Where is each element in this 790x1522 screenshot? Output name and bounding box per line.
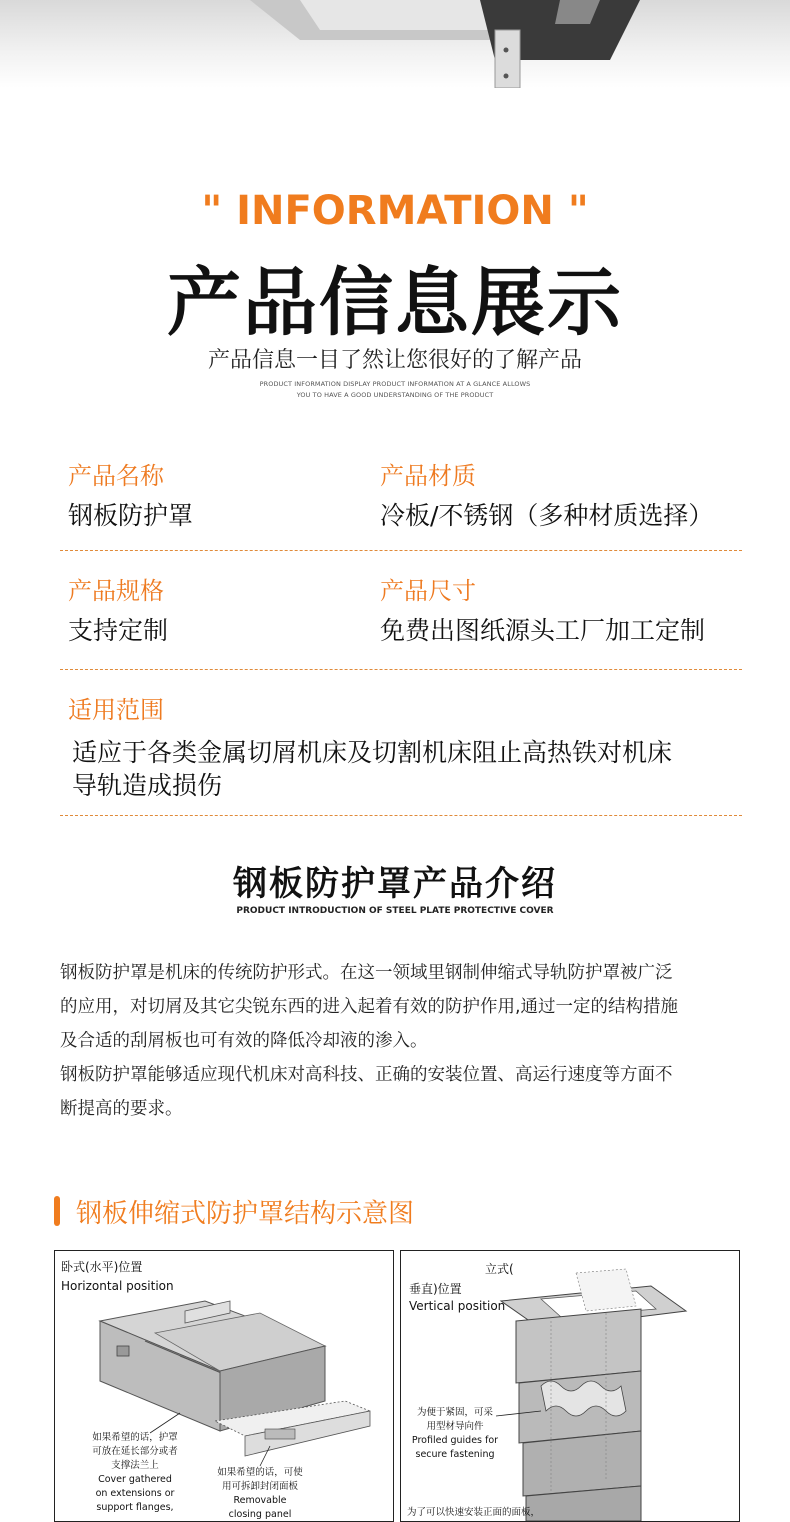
product-size-label: 产品尺寸 [380, 577, 476, 605]
product-info-subtitle: 产品信息一目了然让您很好的了解产品 [207, 348, 582, 373]
note-line: 如果希望的话，可使 [217, 1467, 303, 1478]
product-info-english-note [245, 379, 545, 401]
vertical-note-front-panel: 为了可以快速安装正面的面板， [407, 1507, 541, 1518]
horizontal-title-en: Horizontal position [61, 1279, 174, 1293]
product-size-value: 免费出图纸源头工厂加工定制 [380, 616, 706, 645]
note-line: 支撑法兰上 [111, 1460, 159, 1471]
intro-line: 的应用，对切屑及其它尖锐东西的进入起着有效的防护作用,通过一定的结构措施 [60, 997, 679, 1017]
product-name-value: 钢板防护罩 [68, 501, 194, 530]
note-line: 用型材导向件 [426, 1421, 484, 1432]
product-name-label: 产品名称 [68, 462, 164, 490]
application-scope-label: 适用范围 [68, 696, 164, 724]
product-material-value: 冷板/不锈钢（多种材质选择） [380, 501, 714, 530]
product-intro-title: 钢板防护罩产品介绍 [233, 864, 557, 904]
note-line: Profiled guides for [411, 1435, 499, 1446]
intro-line: 及合适的刮屑板也可有效的降低冷却液的渗入。 [60, 1031, 428, 1051]
structure-diagram-title: 钢板伸缩式防护罩结构示意图 [76, 1199, 415, 1229]
note-line: support flanges, [96, 1502, 174, 1513]
product-spec-label: 产品规格 [68, 577, 164, 605]
application-scope-value-line-2: 导轨造成损伤 [72, 771, 223, 800]
note-line: 为便于紧固，可采 [416, 1407, 493, 1418]
divider [60, 815, 742, 816]
vertical-cover-illustration [401, 1251, 739, 1521]
intro-line: 钢板防护罩能够适应现代机床对高科技、正确的安装位置、高运行速度等方面不 [60, 1065, 673, 1085]
note-line: 可放在延长部分或者 [92, 1446, 178, 1457]
english-note-line-1: PRODUCT INFORMATION DISPLAY PRODUCT INFORMATION AT A GLANCE ALLOWS [259, 380, 531, 388]
note-line: Removable [233, 1495, 287, 1506]
product-spec-value: 支持定制 [68, 616, 169, 645]
note-line: closing panel [228, 1509, 292, 1520]
vertical-title-en: Vertical position [409, 1299, 506, 1313]
vertical-title-cn-2: 垂直)位置 [409, 1282, 462, 1296]
application-scope-value-line-1: 适应于各类金属切屑机床及切割机床阻止高热铁对机床 [72, 738, 673, 767]
note-line: Cover gathered [98, 1474, 172, 1485]
note-line: 如果希望的话，护罩 [92, 1432, 178, 1443]
divider [60, 550, 742, 551]
note-line: secure fastening [415, 1449, 495, 1460]
note-line: 用可拆卸封闭面板 [221, 1481, 298, 1492]
product-intro-subtitle: PRODUCT INTRODUCTION OF STEEL PLATE PROTECTIVE COVER [236, 906, 554, 916]
vertical-position-diagram [400, 1250, 740, 1522]
vertical-title-cn-1: 立式( [485, 1262, 514, 1276]
information-heading: " INFORMATION " [201, 188, 589, 234]
horizontal-title-cn: 卧式(水平)位置 [61, 1260, 143, 1274]
intro-line: 钢板防护罩是机床的传统防护形式。在这一领域里钢制伸缩式导轨防护罩被广泛 [60, 963, 673, 983]
product-intro-body [60, 956, 744, 1126]
product-photo-top [0, 0, 790, 88]
horizontal-note-extensions [83, 1431, 187, 1515]
horizontal-position-diagram [54, 1250, 394, 1522]
english-note-line-2: YOU TO HAVE A GOOD UNDERSTANDING OF THE PRODUCT [296, 391, 494, 399]
intro-line: 断提高的要求。 [60, 1099, 183, 1119]
product-info-title: 产品信息展示 [167, 260, 623, 346]
vertical-note-profiled-guides [407, 1406, 503, 1462]
note-line: on extensions or [95, 1488, 175, 1499]
section-accent-bar [54, 1196, 60, 1226]
product-material-label: 产品材质 [380, 462, 476, 490]
divider [60, 669, 742, 670]
